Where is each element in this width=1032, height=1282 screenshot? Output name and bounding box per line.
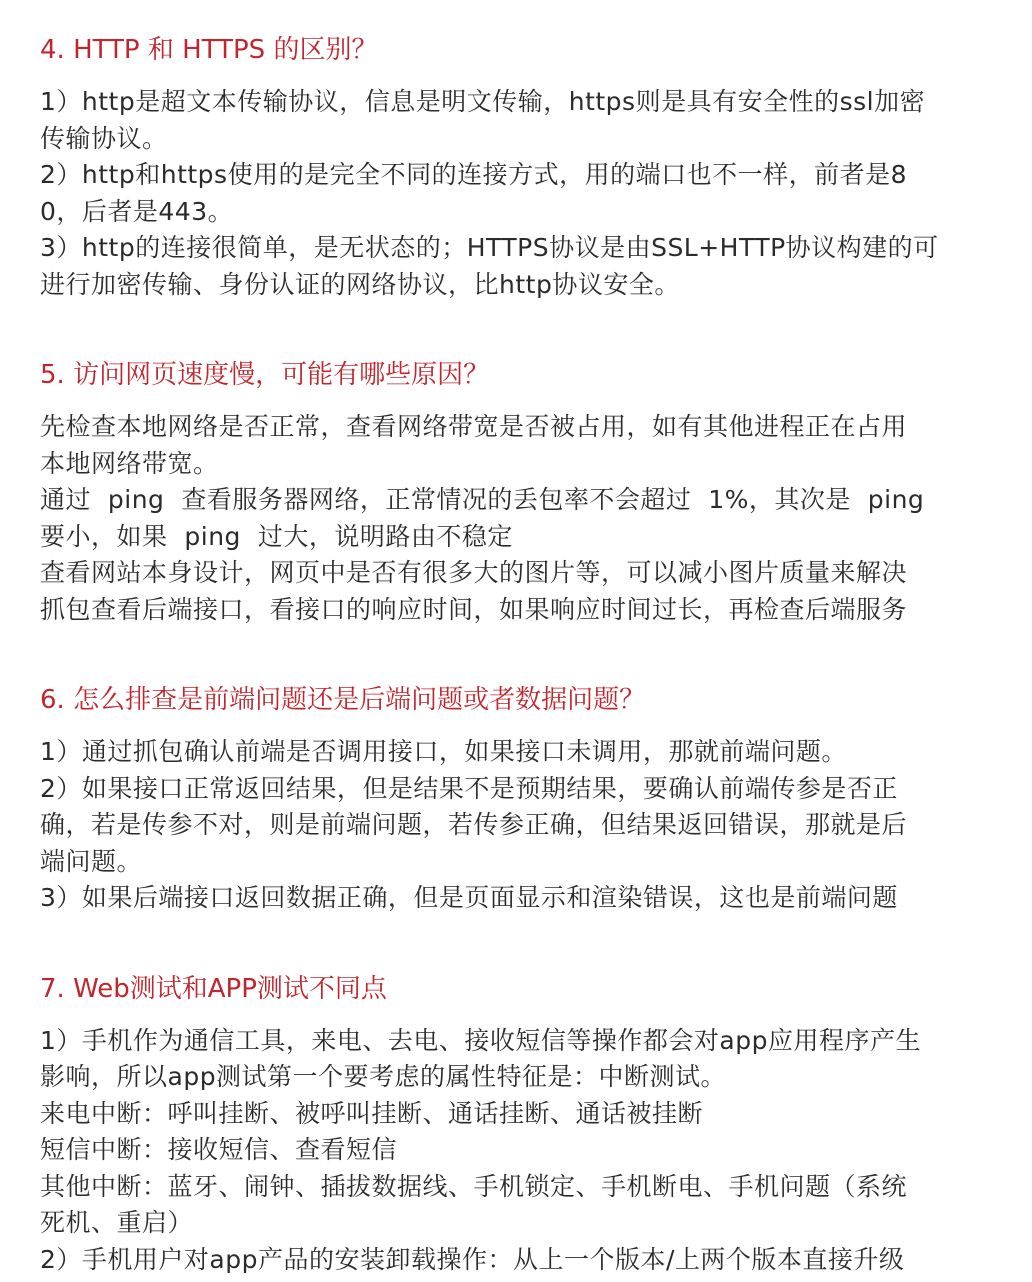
text-line: 通过 ping 查看服务器网络，正常情况的丢包率不会超过 1%，其次是 ping	[40, 485, 925, 514]
text-line: 1）手机作为通信工具，来电、去电、接收短信等操作都会对app应用程序产生	[40, 1025, 921, 1055]
text-line: 确，若是传参不对，则是前端问题，若传参正确，但结果返回错误，那就是后	[40, 810, 908, 839]
section-heading: 4. HTTP 和 HTTPS 的区别？	[40, 35, 378, 65]
text-line: 短信中断：接收短信、查看短信	[40, 1135, 398, 1164]
section-heading: 7. Web测试和APP测试不同点	[40, 973, 387, 1004]
text-line: 端问题。	[40, 846, 143, 876]
text-line: 来电中断：呼叫挂断、被呼叫挂断、通话挂断、通话被挂断	[40, 1098, 704, 1128]
text-line: 2）http和https使用的是完全不同的连接方式，用的端口也不一样，前者是8	[40, 160, 907, 189]
text-line: 其他中断：蓝牙、闹钟、插拔数据线、手机锁定、手机断电、手机问题（系统	[40, 1171, 908, 1201]
text-line: 3）如果后端接口返回数据正确，但是页面显示和渲染错误，这也是前端问题	[40, 883, 898, 912]
text-line: 2）如果接口正常返回结果，但是结果不是预期结果，要确认前端传参是否正	[40, 773, 898, 803]
section-7-web-vs-app-testing	[40, 969, 1010, 1279]
text-line: 查看网站本身设计，网页中是否有很多大的图片等，可以减小图片质量来解决	[40, 558, 908, 587]
text-line: 进行加密传输、身份认证的网络协议，比http协议安全。	[40, 269, 680, 299]
text-line: 要小，如果 ping 过大，说明路由不稳定	[40, 521, 513, 551]
section-heading: 5. 访问网页速度慢，可能有哪些原因？	[40, 360, 490, 390]
section-6-frontend-or-backend	[40, 680, 1010, 917]
text-line: 本地网络带宽。	[40, 448, 219, 478]
text-line: 死机、重启）	[40, 1208, 194, 1237]
text-line: 0，后者是443。	[40, 196, 234, 226]
text-line: 1）http是超文本传输协议，信息是明文传输，https则是具有安全性的ssl加密	[40, 87, 926, 116]
text-line: 3）http的连接很简单，是无状态的；HTTPS协议是由SSL+HTTP协议构建的可	[40, 233, 939, 262]
section-heading: 6. 怎么排查是前端问题还是后端问题或者数据问题？	[40, 685, 646, 715]
text-line: 影响，所以app测试第一个要考虑的属性特征是：中断测试。	[40, 1062, 727, 1091]
text-line: 传输协议。	[40, 123, 168, 153]
section-5-slow-page-causes	[40, 355, 1010, 628]
text-line: 先检查本地网络是否正常，查看网络带宽是否被占用，如有其他进程正在占用	[40, 412, 908, 441]
text-line: 抓包查看后端接口，看接口的响应时间，如果响应时间过长，再检查后端服务	[40, 594, 908, 624]
text-line: 1）通过抓包确认前端是否调用接口，如果接口未调用，那就前端问题。	[40, 737, 847, 766]
text-line: 2）手机用户对app产品的安装卸载操作：从上一个版本/上两个版本直接升级	[40, 1244, 905, 1274]
section-4-http-vs-https	[40, 30, 1010, 303]
article	[40, 30, 1010, 1278]
